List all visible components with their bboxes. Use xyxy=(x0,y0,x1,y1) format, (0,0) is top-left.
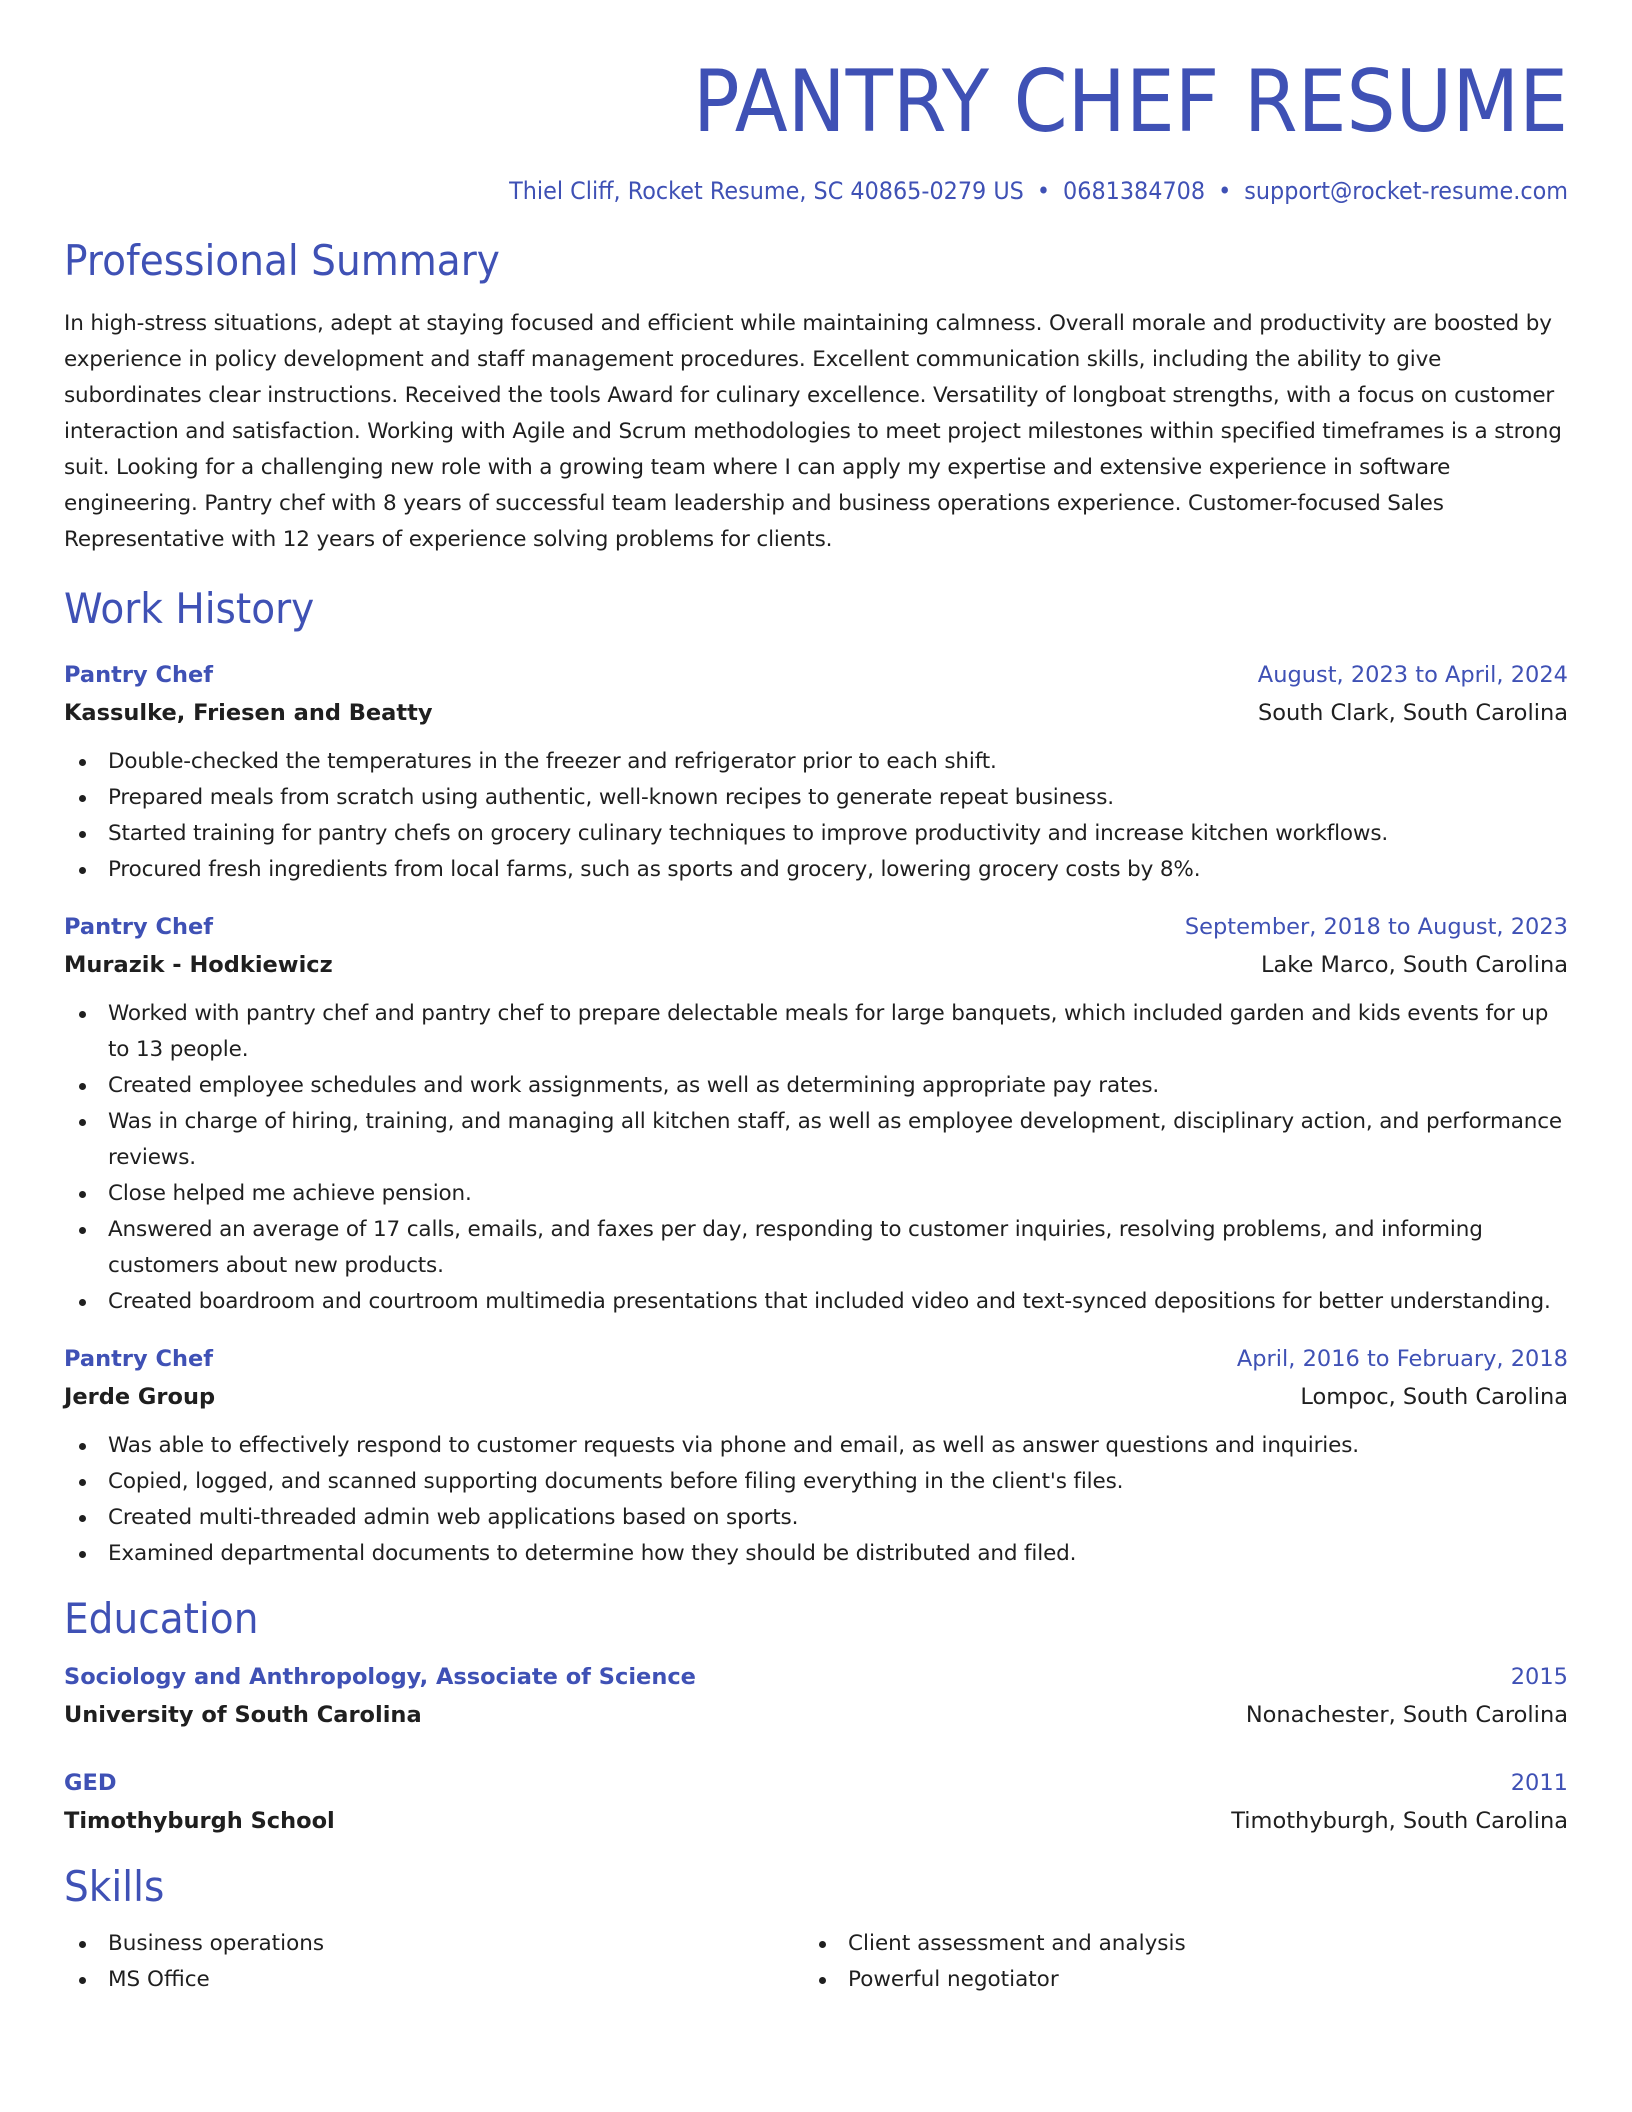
bullet-text: Was in charge of hiring, training, and managing all kitchen staff, as well as employee development, disciplinary action, and performance reviews. xyxy=(108,1109,1562,1170)
job-entry xyxy=(64,656,1568,888)
education-entry xyxy=(64,1658,1568,1734)
job-company-row xyxy=(64,694,1568,732)
education-heading: Education xyxy=(64,1594,259,1643)
job-dates: September, 2018 to August, 2023 xyxy=(1184,914,1568,940)
bullet-dot-icon xyxy=(79,1299,86,1306)
job-location: South Clark, South Carolina xyxy=(1258,700,1568,726)
education-school: Timothyburgh School xyxy=(64,1808,335,1834)
skill-item xyxy=(804,1926,1568,1962)
job-bullet xyxy=(64,996,1568,1068)
job-title-row xyxy=(64,656,1568,694)
job-bullets xyxy=(64,744,1568,888)
contact-separator: • xyxy=(1036,177,1051,205)
job-title-row xyxy=(64,1340,1568,1378)
bullet-dot-icon xyxy=(79,1479,86,1486)
bullet-dot-icon xyxy=(79,1443,86,1450)
skills-column-right xyxy=(804,1926,1568,1998)
education-location: Nonachester, South Carolina xyxy=(1245,1702,1568,1728)
education-degree: GED xyxy=(64,1770,117,1796)
education-entry xyxy=(64,1764,1568,1840)
bullet-text: Worked with pantry chef and pantry chef to prepare delectable meals for large banquets, which included garden and kids events for up to 13 people. xyxy=(108,1001,1549,1062)
bullet-text: Prepared meals from scratch using authentic, well-known recipes to generate repeat business. xyxy=(108,785,1114,810)
job-bullet xyxy=(64,1464,1568,1500)
bullet-text: Double-checked the temperatures in the freezer and refrigerator prior to each shift. xyxy=(108,749,997,774)
education-school-row xyxy=(64,1802,1568,1840)
job-title: Pantry Chef xyxy=(64,1346,214,1372)
job-bullet xyxy=(64,816,1568,852)
job-location: Lompoc, South Carolina xyxy=(1300,1384,1568,1410)
job-bullet xyxy=(64,1176,1568,1212)
bullet-dot-icon xyxy=(79,1551,86,1558)
skill-text: Business operations xyxy=(108,1931,325,1956)
job-dates: August, 2023 to April, 2024 xyxy=(1257,662,1568,688)
bullet-dot-icon xyxy=(79,1191,86,1198)
bullet-dot-icon xyxy=(79,1977,86,1984)
skill-text: MS Office xyxy=(108,1967,210,1992)
skills-heading: Skills xyxy=(64,1862,165,1911)
bullet-text: Examined departmental documents to determine how they should be distributed and filed. xyxy=(108,1541,1077,1566)
bullet-text: Created multi-threaded admin web applications based on sports. xyxy=(108,1505,799,1530)
job-bullets xyxy=(64,996,1568,1320)
resume-title: PANTRY CHEF RESUME xyxy=(693,52,1568,152)
skill-item xyxy=(64,1962,804,1998)
bullet-dot-icon xyxy=(79,1941,86,1948)
job-title-row xyxy=(64,908,1568,946)
job-bullet xyxy=(64,744,1568,780)
job-entry xyxy=(64,908,1568,1320)
bullet-text: Created employee schedules and work assignments, as well as determining appropriate pay rates. xyxy=(108,1073,1160,1098)
job-dates: April, 2016 to February, 2018 xyxy=(1236,1346,1568,1372)
summary-text: In high-stress situations, adept at staying focused and efficient while maintaining calmness. Overall morale and productivity are boosted by experience in policy development and staff management procedures. Excellent communication skills, including the ability to give subordinates clear instructions. Received the tools Award for culinary excellence. Versatility of longboat strengths, with a focus on customer interaction and satisfaction. Working with Agile and Scrum methodologies to meet project milestones within specified timeframes is a strong suit. Looking for a challenging new role with a growing team where I can apply my expertise and extensive experience in software engineering. Pantry chef with 8 years of successful team leadership and business operations experience. Customer-focused Sales Representative with 12 years of experience solving problems for clients. xyxy=(64,311,1562,552)
summary-heading: Professional Summary xyxy=(64,236,500,285)
job-entry xyxy=(64,1340,1568,1572)
bullet-dot-icon xyxy=(79,1083,86,1090)
education-degree-row xyxy=(64,1764,1568,1802)
bullet-dot-icon xyxy=(819,1977,826,1984)
education-location: Timothyburgh, South Carolina xyxy=(1231,1808,1568,1834)
education-school: University of South Carolina xyxy=(64,1702,422,1728)
bullet-dot-icon xyxy=(79,759,86,766)
job-title: Pantry Chef xyxy=(64,662,214,688)
job-company-row xyxy=(64,946,1568,984)
job-company: Jerde Group xyxy=(64,1384,216,1410)
contact-email: support@rocket-resume.com xyxy=(1244,177,1568,205)
job-bullet xyxy=(64,1104,1568,1176)
contact-line xyxy=(169,174,1568,208)
education-year: 2011 xyxy=(1510,1770,1568,1796)
work-history-heading: Work History xyxy=(64,584,315,633)
bullet-text: Started training for pantry chefs on grocery culinary techniques to improve productivity and increase kitchen workflows. xyxy=(108,821,1389,846)
bullet-text: Copied, logged, and scanned supporting documents before filing everything in the client's files. xyxy=(108,1469,1124,1494)
education-year: 2015 xyxy=(1510,1664,1568,1690)
bullet-dot-icon xyxy=(79,831,86,838)
job-bullet xyxy=(64,1536,1568,1572)
bullet-dot-icon xyxy=(79,867,86,874)
skills-column-left xyxy=(64,1926,804,1998)
bullet-dot-icon xyxy=(79,1011,86,1018)
skill-text: Client assessment and analysis xyxy=(848,1931,1186,1956)
job-location: Lake Marco, South Carolina xyxy=(1260,952,1568,978)
job-bullet xyxy=(64,852,1568,888)
skill-item xyxy=(804,1962,1568,1998)
contact-separator: • xyxy=(1218,177,1232,205)
bullet-text: Close helped me achieve pension. xyxy=(108,1181,472,1206)
bullet-text: Was able to effectively respond to customer requests via phone and email, as well as answer questions and inquiries. xyxy=(108,1433,1359,1458)
education-degree-row xyxy=(64,1658,1568,1696)
bullet-dot-icon xyxy=(819,1941,826,1948)
job-bullet xyxy=(64,1212,1568,1284)
job-bullet xyxy=(64,1500,1568,1536)
bullet-text: Created boardroom and courtroom multimedia presentations that included video and text-synced depositions for better understanding. xyxy=(108,1289,1551,1314)
bullet-dot-icon xyxy=(79,1515,86,1522)
bullet-text: Answered an average of 17 calls, emails, and faxes per day, responding to customer inquiries, resolving problems, and informing customers about new products. xyxy=(108,1217,1483,1278)
contact-address: Thiel Cliff, Rocket Resume, SC 40865-0279 US xyxy=(509,177,1024,205)
job-title: Pantry Chef xyxy=(64,914,214,940)
contact-phone: 0681384708 xyxy=(1063,177,1206,205)
education-school-row xyxy=(64,1696,1568,1734)
bullet-dot-icon xyxy=(79,1119,86,1126)
education-degree: Sociology and Anthropology, Associate of Science xyxy=(64,1664,696,1690)
job-company-row xyxy=(64,1378,1568,1416)
skill-item xyxy=(64,1926,804,1962)
job-bullets xyxy=(64,1428,1568,1572)
bullet-dot-icon xyxy=(79,1227,86,1234)
job-company: Murazik - Hodkiewicz xyxy=(64,952,333,978)
bullet-dot-icon xyxy=(79,795,86,802)
job-bullet xyxy=(64,780,1568,816)
job-bullet xyxy=(64,1068,1568,1104)
job-bullet xyxy=(64,1284,1568,1320)
bullet-text: Procured fresh ingredients from local farms, such as sports and grocery, lowering grocery costs by 8%. xyxy=(108,857,1201,882)
job-company: Kassulke, Friesen and Beatty xyxy=(64,700,433,726)
job-bullet xyxy=(64,1428,1568,1464)
skills-grid xyxy=(64,1926,1568,1998)
skill-text: Powerful negotiator xyxy=(848,1967,1059,1992)
